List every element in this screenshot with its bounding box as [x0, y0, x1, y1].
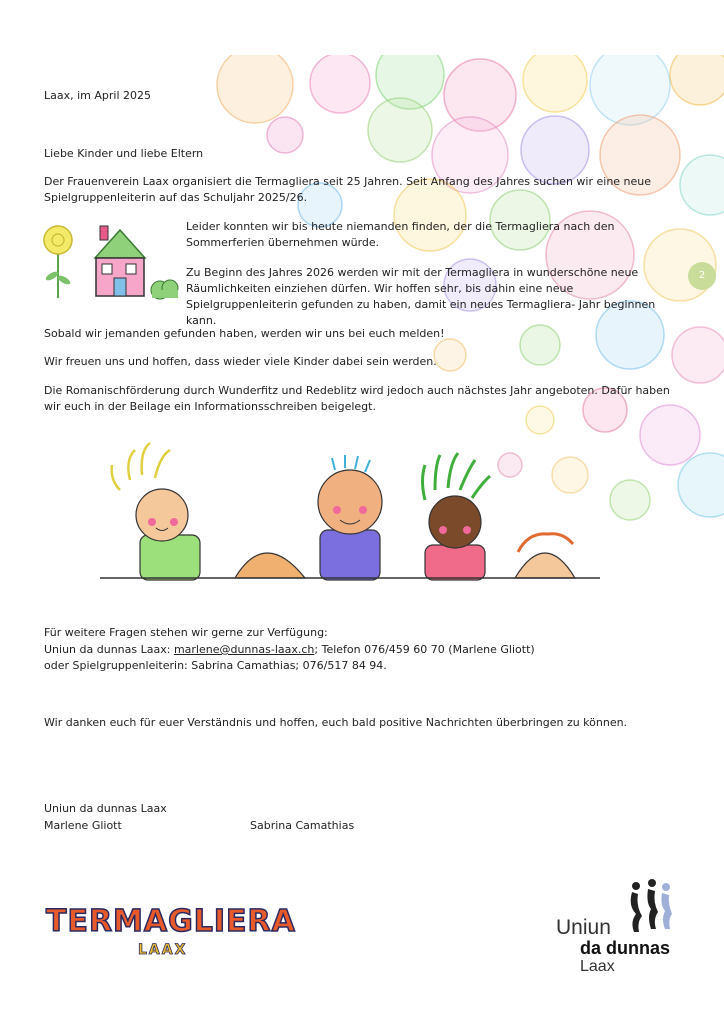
closing-text: Wir danken euch für euer Verständnis und hoffen, euch bald positive Nachrichten überbringen zu können. [44, 716, 628, 729]
uniun-logo [556, 878, 696, 983]
termagliera-logo-text: TERMAGLIERA [46, 904, 296, 939]
uniun-logo-line-1: Uniun [556, 916, 611, 939]
contact-line-uniun [44, 642, 535, 658]
paragraph-notify: Sobald wir jemanden gefunden haben, werden wir uns bei euch melden! [44, 327, 445, 340]
termagliera-logo [46, 902, 296, 978]
children-illustration [100, 440, 600, 585]
uniun-logo-line-2: da dunnas [580, 938, 671, 958]
signature-name-2: Sabrina Camathias [250, 819, 355, 832]
paragraph-new-rooms: Zu Beginn des Jahres 2026 werden wir mit der Termagliera in wunderschöne neue Räumlichkeiten einziehen dürfen. Wir hoffen sehr, bis dahin eine neue Spielgruppenleiterin gefunden zu haben, damit ein neues Termagliera- Jahr beginnen kann. [186, 266, 656, 327]
contact-line-leader: oder Spielgruppenleiterin: Sabrina Camathias; 076/517 84 94. [44, 659, 387, 672]
date-line: Laax, im April 2025 [44, 89, 152, 102]
termagliera-logo-sub: LAAX [138, 942, 188, 958]
signature-org: Uniun da dunnas Laax [44, 802, 167, 815]
email-link[interactable]: marlene@dunnas-laax.ch [173, 643, 315, 656]
contact-phone: ; Telefon 076/459 60 70 (Marlene Gliott) [314, 643, 535, 656]
uniun-logo-line-3: Laax [580, 958, 615, 975]
paragraph-no-one-found: Leider konnten wir bis heute niemanden finden, der die Termagliera nach den Sommerferien übernehmen würde. [186, 220, 615, 249]
paragraph-intro: Der Frauenverein Laax organisiert die Termagliera seit 25 Jahren. Seit Anfang des Jahres suchen wir eine neue Spielgruppenleiterin auf das Schuljahr 2025/26. [44, 175, 652, 204]
uniun-logo-figures-icon [626, 878, 676, 938]
signature-name-1: Marlene Gliott [44, 819, 122, 832]
house-illustration [40, 218, 180, 302]
page-number-badge: 2 [688, 262, 716, 290]
greeting: Liebe Kinder und liebe Eltern [44, 147, 204, 160]
contact-prefix: Uniun da dunnas Laax: [44, 643, 174, 656]
paragraph-romansh: Die Romanischförderung durch Wunderfitz und Redeblitz wird jedoch auch nächstes Jahr angeboten. Dafür haben wir euch in der Beilage ein Informationsschreiben beigelegt. [44, 384, 670, 413]
paragraph-hope: Wir freuen uns und hoffen, dass wieder viele Kinder dabei sein werden. [44, 355, 437, 368]
contact-intro: Für weitere Fragen stehen wir gerne zur Verfügung: [44, 626, 328, 639]
